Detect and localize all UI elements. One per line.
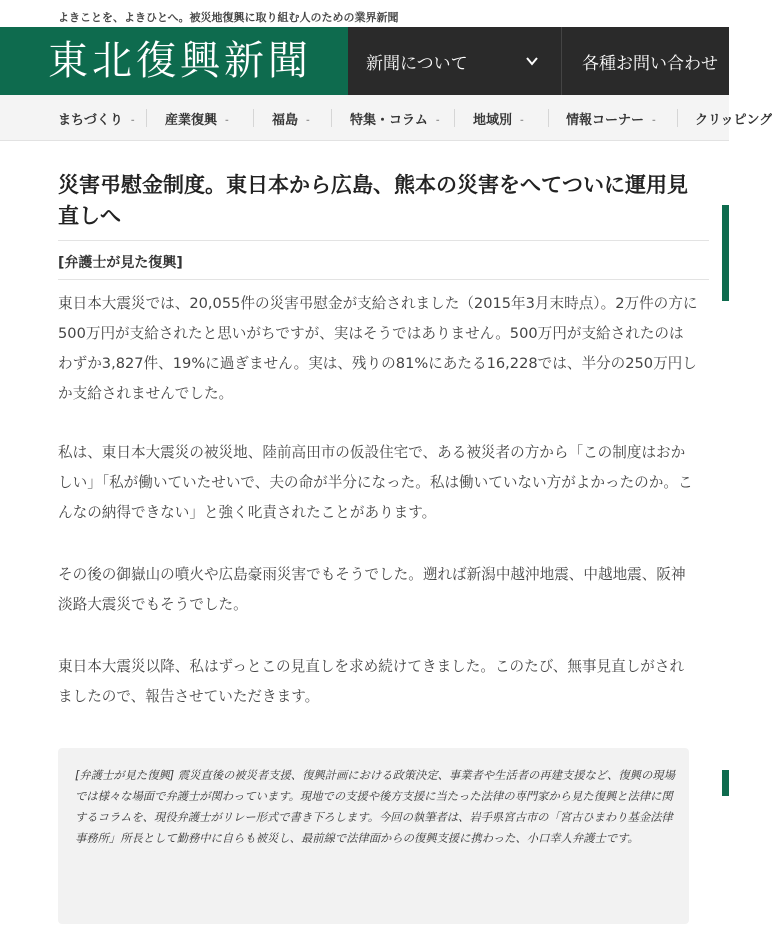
category-nav [0,95,772,141]
category-label: まちづくり [58,113,123,128]
nav-divider [331,109,332,127]
category-info[interactable] [566,109,656,128]
category-label: 特集・コラム [350,113,428,128]
category-clipping[interactable] [695,109,772,128]
article-paragraph: 東日本大震災以降、私はずっとこの見直しを求め続けてきました。このたび、無事見直しがされましたので、報告させていただきます。 [58,658,685,705]
series-divider [58,279,709,280]
series-note-body: 震災直後の被災者支援、復興計画における政策決定、事業者や生活者の再建支援など、復興の現場では様々な場面で弁護士が関わっています。現地での支援や後方支援に当たった法律の専門家から見た復興と法律に関するコラムを、現役弁護士がリレー形式で書き下ろします。今回の執筆者は、岩手県宮古市の「宮古ひまわり基金法律事務所」所長として勤務中に自らも被災し、最前線で法律面からの復興支援に携わった、小口幸人弁護士です。 [75,769,675,845]
article-paragraph: 東日本大震災では、20,055件の災害弔慰金が支給されました（2015年3月末時点）。2万件の方に500万円が支給されたと思いがちですが、実はそうではありません。500万円が支給されたのはわずか3,827件、19%に過ぎません。実は、残りの81%にあたる16,228では、半分の250万円しか支給されませんでした。 [58,295,698,402]
category-fukushima[interactable] [272,109,310,128]
dropdown-arrow-icon: - [520,115,524,126]
category-label: 地域別 [473,113,513,128]
article-title: 災害弔慰金制度。東日本から広島、熊本の災害をへてついに運用見直しへ [58,173,688,228]
side-share-tab[interactable] [722,770,729,796]
category-label: 産業復興 [165,113,218,128]
nav-divider [548,109,549,127]
nav-contact[interactable] [563,27,729,95]
series-note-text [75,765,683,849]
nav-about-newspaper[interactable] [348,27,562,95]
side-share-tab[interactable] [722,205,729,301]
site-logo[interactable] [0,27,348,95]
nav-divider [146,109,147,127]
dropdown-arrow-icon: - [225,115,229,126]
dropdown-arrow-icon: - [652,115,656,126]
title-divider [58,240,709,241]
nav-contact-label: 各種お問い合わせ [582,54,718,74]
nav-divider [253,109,254,127]
category-label: 情報コーナー [566,113,645,128]
site-tagline: よきことを、よきひとへ。被災地復興に取り組む人のための業界新聞 [58,11,399,24]
chevron-down-icon [526,55,538,67]
article-paragraph: 私は、東日本大震災の被災地、陸前高田市の仮設住宅で、ある被災者の方から「この制度はおかしい」「私が働いていたせいで、夫の命が半分になった。私は働いていない方がよかったのか。こんなの納得できない」と強く叱責されたことがあります。 [58,444,693,521]
nav-divider [454,109,455,127]
category-label: クリッピング [695,113,772,128]
category-industry[interactable] [165,109,229,128]
dropdown-arrow-icon: - [130,115,135,126]
article-series-label[interactable]: [弁護士が見た復興] [58,255,183,271]
article-paragraph: その後の御嶽山の噴火や広島豪雨災害でもそうでした。遡れば新潟中越沖地震、中越地震、阪神淡路大震災でもそうでした。 [58,566,686,613]
nav-divider [677,109,678,127]
category-region[interactable] [473,109,524,128]
category-features[interactable] [350,109,440,128]
series-note-box [58,748,689,924]
dropdown-arrow-icon: - [435,115,440,126]
site-logo-text: 東北復興新聞 [48,38,312,84]
dropdown-arrow-icon: - [306,115,310,126]
category-machizukuri[interactable] [58,109,135,128]
nav-about-label: 新聞について [366,54,468,74]
category-label: 福島 [272,113,299,128]
series-note-head: [弁護士が見た復興] [75,769,175,782]
site-header [0,27,729,95]
